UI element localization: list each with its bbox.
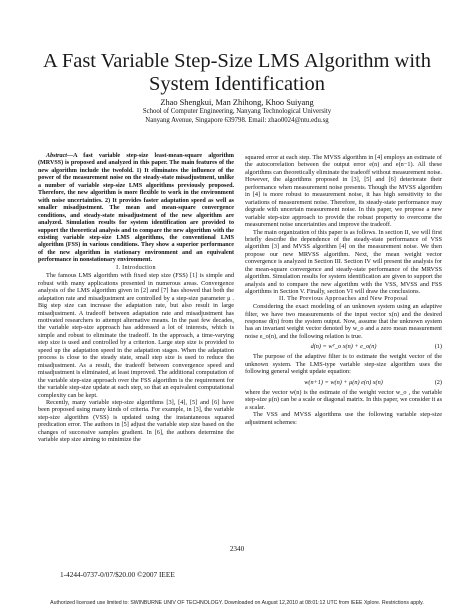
paper-title [40, 50, 434, 96]
left-column [38, 153, 234, 444]
equation-2 [245, 378, 442, 387]
affiliation-line-1: School of Computer Engineering, Nanyang Technological University [142, 108, 332, 115]
abstract-label: Abstract [46, 153, 67, 159]
right-column [245, 154, 442, 426]
equation-1-number: (1) [434, 343, 442, 351]
intro-paragraph-4: The main organization of this paper is as follows. In section II, we will first briefly describe the dependence of the steady-state performance of VSS algorithm [3] and MVSS algorithm [4] on the measurement noise. We then propose our new MRVSS algorithm. Next, the mean weight vector convergence is analyzed in Section III. Section IV will present the analysis for the mean-square convergence and steady-state performance of the MRVSS algorithm. Simulation results for system identification are given to support the analysis and to compare the new algorithm with the VSS, MVSS and FSS algorithms in Section V. Finally, section VI will draw the conclusions. [245, 228, 442, 296]
intro-paragraph-3: squared error at each step. The MVSS algorithm in [4] employs an estimate of the autocorrelation between the output error e(n) and e(n−1). All these algorithms can theoretically eliminate the tradeoff without measurement noise. However, the algorithms proposed in [3], [5] and [6] deteriorate their performance when measurement noise presents. Though the MVSS algorithm in [4] is more robust to measurement noise, it has high sensitivity to the variations of measurement noise. Therefore, its steady-state performance may degrade with uncertain measurement noise. In this paper, we propose a new variable step-size approach to provide the robust property to overcome the measurement noise uncertainties and improve the tradeoff. [245, 154, 442, 229]
title-line-2: System Identification [149, 73, 325, 95]
section2-paragraph-1: Considering the exact modeling of an unknown system using an adaptive filter, we have two measurements of the input vector x(n) and the desired response d(n) from the system output. Now, assume that the unknown system has an invariant weight vector denoted by w_o and a zero mean measurement noise e_o(n), and the following relation is true. [245, 303, 442, 340]
equation-1 [245, 342, 442, 351]
section-heading-approaches: II. The Previous Approaches and New Proposal [278, 295, 408, 302]
isbn-copyright: 1-4244-0737-0/07/$20.00 ©2007 IEEE [60, 570, 175, 579]
title-line-1: A Fast Variable Step-Size LMS Algorithm with [43, 50, 431, 72]
affiliation-line-2: Nanyang Avenue, Singapore 639798. Email: zhao0024@ntu.edu.sg [145, 116, 329, 124]
equation-2-body: w(n+1) = w(n) + μ(n) e(n) x(n) [304, 378, 383, 386]
section-heading-introduction: I. Introduction [116, 264, 156, 271]
equation-2-number: (2) [434, 378, 442, 386]
intro-paragraph-1: The famous LMS algorithm with fixed step size (FSS) [1] is simple and robust with many applications presented in numerous areas. Convergence analysis of the LMS algorithm given in [2] and [7] has showed that both the adaptation rate and misadjustment are controlled by a step-size parameter μ . Big step size can increase the adaptation rate, but also result in large misadjustment. A tradeoff between adaptation rate and misadjustment has motivated researchers to attempt alternative means. In the past few decades, the variable step-size approach has addressed a lot of interests, which is simple and robust to eliminate the tradeoff. In the approach, a time-varying step size is used and controlled by a criterion. Large step size is provided to speed up the adaptation speed in the adaptation stages. When the adaptation process is close to the steady state, small step size is used to reduce the misadjustment. As a result, the tradeoff between convergence speed and misadjustment is eliminated, at least improved. The additional computation of the variable step-size approach over the FSS algorithm is the requirement for the variable step-size update at each step, so that an equivalent computational complexity can be kept. [38, 272, 234, 399]
section2-paragraph-2: The purpose of the adaptive filter is to estimate the weight vector of the unknown system. The LMS-type variable step-size algorithm uses the following general weight update equation: [245, 353, 442, 376]
equation-1-body: d(n) = wᵀ_o x(n) + e_o(n) [310, 343, 377, 351]
author-list: Zhao Shengkui, Man Zhihong, Khoo Suiyang [160, 98, 314, 107]
section2-paragraph-3: where the vector w(n) is the estimate of the weight vector w_o , the variable step-size μ(n) can be a scale or diagonal matrix. In this paper, we consider it as a scalar. [245, 388, 442, 411]
affiliation [60, 108, 414, 125]
page-number: 2340 [229, 545, 245, 553]
license-footer: Authorized licensed use limited to: SWINBURNE UNIV OF TECHNOLOGY. Downloaded on August 12,2010 at 08:01:12 UTC from IEEE Xplore. Restrictions apply. [50, 600, 424, 606]
intro-paragraph-2: Recently, many variable step-size algorithms [3], [4], [5] and [6] have been proposed using many kinds of criteria. For example, in [3], the variable step-size algorithm (VSS) is updated using the instantaneous squared predication error. The authors in [5] adjust the variable step size based on the changes of successive samples gradient. In [6], the authors determine the variable step size aiming to minimize the [38, 398, 234, 444]
section2-paragraph-4: The VSS and MVSS algorithms use the following variable step-size adjustment schemes: [245, 411, 442, 426]
abstract [38, 153, 234, 265]
abstract-body: —A fast variable step-size least-mean-square algorithm (MRVSS) is proposed and analyzed in this paper. The main features of the new algorithm include the twofold. 1) It eliminates the influence of the power of the measurement noise on the steady-state misadjustment, unlike a number of variable step-size LMS algorithms previously proposed. Therefore, the new algorithm is more flexible to work in the environment with noise uncertainties. 2) It provides faster adaptation speed as well as smaller misadjustment. The mean and mean-square convergence conditions, and steady-state misadjustment of the new algorithm are analyzed. Simulation results for system identification are provided to support the theoretical analysis and to compare the new algorithm with the existing variable step-size LMS algorithms, the conventional LMS algorithm (FSS) in various conditions. They show a superior performance of the new algorithm in stationary environment and an equivalent performance in nonstationary environment. [38, 153, 234, 264]
